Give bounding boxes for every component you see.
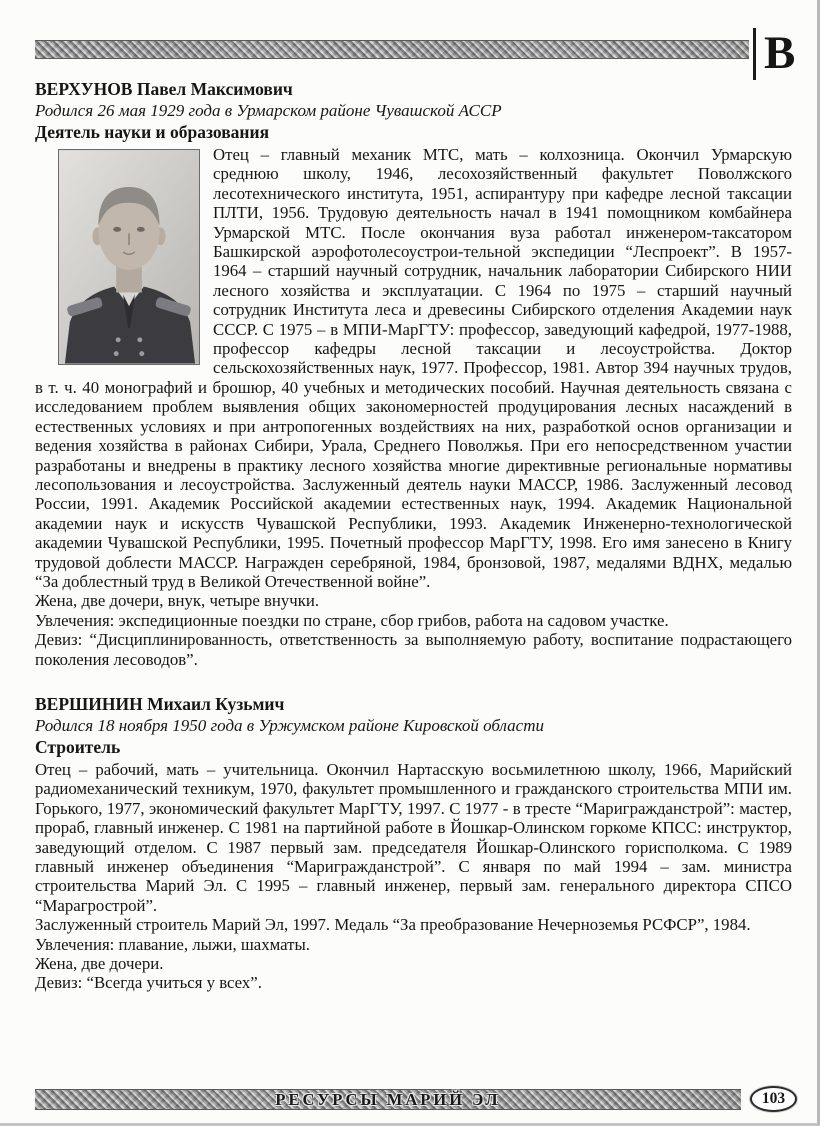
portrait-photo: [58, 149, 200, 365]
header-decorative-band: [35, 40, 749, 59]
entry-role: Строитель: [35, 736, 121, 757]
page-number-badge: [750, 1086, 797, 1112]
footer-decorative-band: [35, 1089, 741, 1110]
page-content: [35, 79, 792, 993]
page-number: 103: [761, 1090, 786, 1107]
footer-title: РЕСУРСЫ МАРИЙ ЭЛ: [275, 1089, 501, 1109]
entry-name: ВЕРХУНОВ Павел Максимович: [35, 79, 293, 99]
entry-role: Деятель науки и образования: [35, 122, 270, 142]
bio-with-photo: [35, 145, 792, 591]
entry-birth-line: Родился 26 мая 1929 года в Урмарском районе Чувашской АССР: [35, 101, 502, 120]
biography-entry-verkhunov: [35, 79, 792, 669]
entry-motto-line: Девиз: “Всегда учиться у всех”.: [35, 973, 262, 993]
entry-awards-line: Заслуженный строитель Марий Эл, 1997. Медаль “За преобразование Нечерноземья РСФСР”, 1984.: [35, 915, 751, 935]
entry-birth-line: Родился 18 ноября 1950 года в Уржумском районе Кировской области: [35, 715, 544, 735]
section-letter: В: [753, 28, 803, 80]
entry-bio: Отец – рабочий, мать – учительница. Окончил Нартасскую восьмилетнюю школу, 1966, Марийский радиомеханический техникум, 1970, факультет промышленного и гражданского строительства МПИ им. Горького, 1977, экономический факультет МарГТУ, 1997. С 1977 - в тресте “Маригражданстрой”: мастер, прораб, главный инженер. С 1981 на партийной работе в Йошкар-Олинском горкоме КПСС: инструктор, заведующий отделом. С 1987 первый зам. председателя Йошкар-Олинского горисполкома. С 1989 главный инженер объединения “Маригражданстрой”. С января по май 1994 – зам. министра строительства Марий Эл. С 1995 – главный инженер, первый зам. генерального директора СПСО “Марагрострой”.: [35, 759, 792, 915]
entry-bio: Отец – главный механик МТС, мать – колхозница. Окончил Урмарскую среднюю школу, 1946, лесохозяйственный факультет Поволжского лесотехнического института, 1951, аспирантуру при кафедре лесной таксации ПЛТИ, 1956. Трудовую деятельность начал в 1941 помощником комбайнера Урмарской МТС. После окончания вуза работал инженером-таксатором Башкирской аэрофотолесоустрои-тельной экспедиции “Леспроект”. В 1957-1964 – старший научный сотрудник, начальник лаборатории Сибирского НИИ лесного хозяйства и эксплуатации. С 1964 по 1975 – старший научный сотрудник Института леса и древесины Сибирского отделения Академии наук СССР. С 1975 – в МПИ-МарГТУ: профессор, заведующий кафедрой, 1977-1988, профессор кафедры лесной таксации и лесоустройства. Доктор сельскохозяйственных наук, 1977. Профессор, 1981. Автор 394 научных трудов, в т. ч. 40 монографий и брошюр, 40 учебных и методических пособий. Научная деятельность связана с исследованием проблем выявления общих закономерностей продуцирования лесных насаждений в естественных условиях и при антропогенных воздействиях на них, разработкой основ организации и ведения хозяйства в районах Сибири, Урала, Среднего Поволжья. При его непосредственном участии разработаны и внедрены в практику лесного хозяйства многие директивные региональные нормативы лесопользования и лесоустройства. Заслуженный деятель науки МАССР, 1986. Заслуженный лесовод России, 1991. Академик Российской академии естественных наук, 1994. Академик Национальной академии наук и искусств Чувашской Республики, 1993. Академик Инженерно-технологической академии Чувашской Республики, 1995. Почетный профессор МарГТУ, 1998. Его имя занесено в Книгу трудовой доблести МАССР. Награжден серебряной, 1984, бронзовой, 1987, медалями ВДНХ, медалью “За доблестный труд в Великой Отечественной войне”.: [35, 145, 792, 591]
biography-entry-vershinin: [35, 694, 792, 993]
entry-motto-line: Девиз: “Дисциплинированность, ответственность за выполняемую работу, воспитание подрастающего поколения лесоводов”.: [35, 630, 792, 669]
entry-family-line: Жена, две дочери, внук, четыре внучки.: [35, 591, 320, 611]
portrait-illustration: [59, 150, 199, 364]
entry-name: ВЕРШИНИН Михаил Кузьмич: [35, 693, 285, 714]
entry-hobbies-line: Увлечения: экспедиционные поездки по стране, сбор грибов, работа на садовом участке.: [35, 610, 669, 630]
entry-hobbies-line: Увлечения: плавание, лыжи, шахматы.: [35, 934, 310, 954]
entry-family-line: Жена, две дочери.: [35, 954, 164, 974]
